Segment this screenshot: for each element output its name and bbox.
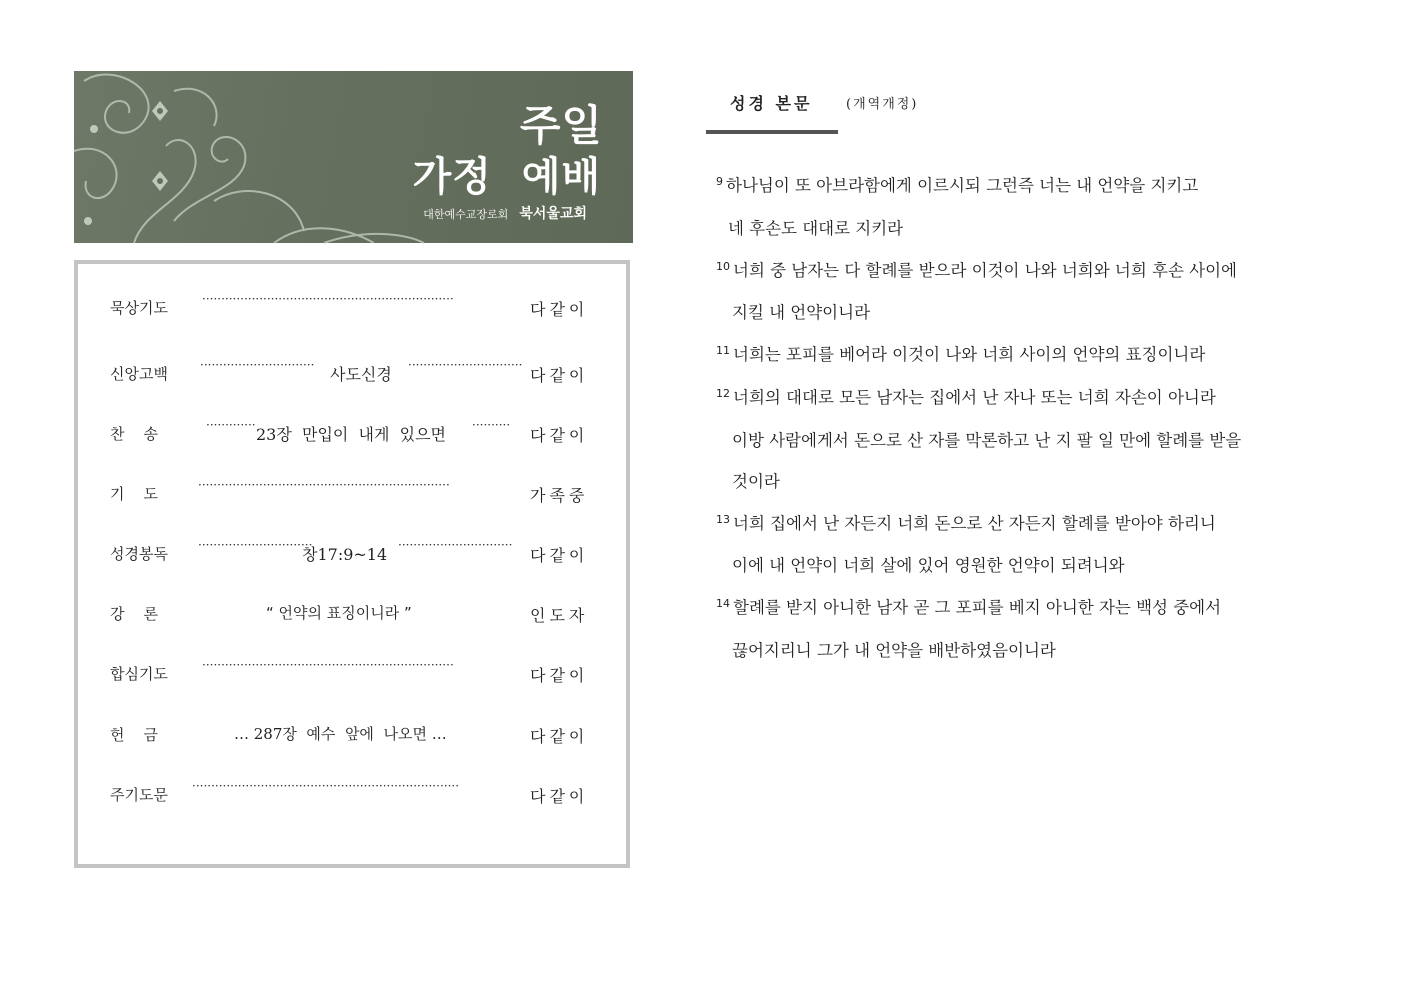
verse-text: 것이라 xyxy=(732,472,780,491)
page-title-line2: 가정 예배 xyxy=(412,154,601,200)
verse-line xyxy=(716,510,1216,534)
order-row xyxy=(78,538,626,568)
order-label: 강 론 xyxy=(110,605,159,623)
scripture-title: 성경 본문 xyxy=(730,94,813,113)
verse-line xyxy=(716,594,1221,618)
order-middle: 23장 만입이 내게 있으면 xyxy=(256,425,446,444)
verse-number: 14 xyxy=(716,597,730,610)
order-label: 기 도 xyxy=(110,485,159,503)
order-row xyxy=(78,418,626,448)
verse-text: 너희는 포피를 베어라 이것이 나와 너희 사이의 언약의 표징이니라 xyxy=(733,345,1206,364)
order-row xyxy=(78,719,626,749)
leader-dots: ·································································· xyxy=(202,292,454,306)
verse-line xyxy=(716,384,1216,408)
verse-text: 지킬 내 언약이니라 xyxy=(732,303,871,322)
order-label: 묵상기도 xyxy=(110,299,168,317)
verse-text: 끊어지리니 그가 내 언약을 배반하였음이니라 xyxy=(732,641,1056,660)
order-middle: 사도신경 xyxy=(330,365,392,384)
verse-line xyxy=(732,468,780,492)
verse-line xyxy=(732,299,870,323)
verse-number: 12 xyxy=(716,387,730,400)
order-who: 다같이 xyxy=(530,300,589,319)
order-of-service xyxy=(74,260,630,868)
sermon-title: “ 언약의 표징이니라 ” xyxy=(266,604,412,622)
page-title-line1: 주일 xyxy=(519,101,603,150)
order-row xyxy=(78,292,626,322)
verse-text: 할례를 받지 아니한 남자 곧 그 포피를 베지 아니한 자는 백성 중에서 xyxy=(733,598,1222,617)
leader-dots: ······························ xyxy=(200,358,315,372)
order-label: 합심기도 xyxy=(110,665,168,683)
order-label: 성경봉독 xyxy=(110,545,168,563)
order-who: 가족중 xyxy=(530,486,589,505)
verse-line xyxy=(732,637,1056,661)
verse-text: 하나님이 또 아브라함에게 이르시되 그런즉 너는 내 언약을 지키고 xyxy=(726,176,1199,195)
leader-dots: ············· xyxy=(206,418,256,432)
order-who: 다같이 xyxy=(530,727,589,746)
leader-dots: ·································································· xyxy=(198,478,450,492)
verse-number: 13 xyxy=(716,513,730,526)
verse-number: 10 xyxy=(716,260,730,273)
verse-text: 이방 사람에게서 돈으로 산 자를 막론하고 난 지 팔 일 만에 할례를 받을 xyxy=(732,431,1242,450)
order-who: 다같이 xyxy=(530,426,589,445)
verse-text: 너희 중 남자는 다 할례를 받으라 이것이 나와 너희와 너희 후손 사이에 xyxy=(733,261,1237,280)
order-who: 다같이 xyxy=(530,366,589,385)
order-row xyxy=(78,779,626,809)
verse-line xyxy=(728,215,903,239)
scripture-heading xyxy=(706,88,838,134)
order-label: 주기도문 xyxy=(110,786,168,804)
leader-dots: ·········· xyxy=(472,418,511,432)
verse-number: 11 xyxy=(716,344,730,357)
order-middle: 창17:9~14 xyxy=(302,545,388,564)
verse-text: 너희의 대대로 모든 남자는 집에서 난 자나 또는 너희 자손이 아니라 xyxy=(733,388,1216,407)
order-who: 인도자 xyxy=(530,606,589,625)
leader-dots: ······························ xyxy=(398,538,513,552)
leader-dots: ······································································ xyxy=(192,779,460,793)
verse-line xyxy=(716,257,1237,281)
order-label: 신앙고백 xyxy=(110,365,168,383)
order-row xyxy=(78,358,626,388)
denomination: 대한예수교장로회 xyxy=(423,208,509,221)
order-who: 다같이 xyxy=(530,787,589,806)
verse-text: 너희 집에서 난 자든지 너희 돈으로 산 자든지 할례를 받아야 하리니 xyxy=(733,514,1216,533)
leader-dots: ······························ xyxy=(198,538,313,552)
leader-dots: ······························ xyxy=(408,358,523,372)
verse-line xyxy=(732,552,1125,576)
header-banner xyxy=(74,71,633,243)
order-middle: … 287장 예수 앞에 나오면 … xyxy=(234,725,447,743)
leader-dots: ·································································· xyxy=(202,658,454,672)
verse-text: 네 후손도 대대로 지키라 xyxy=(728,219,904,238)
order-label: 헌 금 xyxy=(110,726,159,744)
order-row xyxy=(78,598,626,628)
church-info xyxy=(423,203,587,223)
verse-line xyxy=(716,172,1198,196)
order-who: 다같이 xyxy=(530,666,589,685)
verse-text: 이에 내 언약이 너희 살에 있어 영원한 언약이 되려니와 xyxy=(732,556,1125,575)
church-name: 북서울교회 xyxy=(519,206,587,222)
order-row xyxy=(78,478,626,508)
bible-version: (개역개정) xyxy=(846,97,919,112)
order-label: 찬 송 xyxy=(110,425,159,443)
verse-number: 9 xyxy=(716,175,723,188)
order-row xyxy=(78,658,626,688)
verse-line xyxy=(732,427,1241,451)
verse-line xyxy=(716,341,1205,365)
order-who: 다같이 xyxy=(530,546,589,565)
